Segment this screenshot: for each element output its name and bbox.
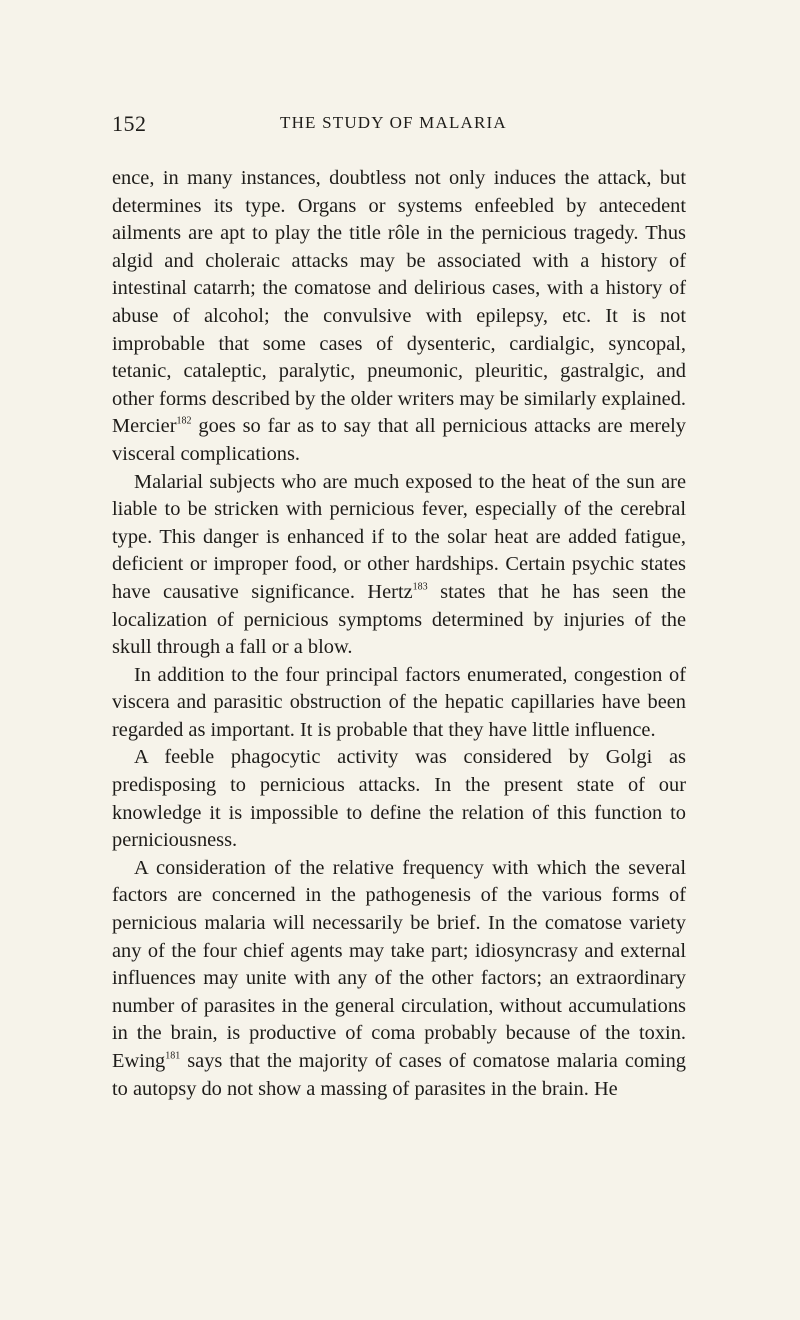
running-title: THE STUDY OF MALARIA bbox=[280, 113, 507, 132]
paragraph-text: goes so far as to say that all pernicious attacks are merely visceral complications. bbox=[112, 415, 686, 465]
paragraph-text: says that the majority of cases of comatose malaria coming to autopsy do not show a massing of parasites in the brain. He bbox=[112, 1050, 686, 1100]
paragraph bbox=[112, 165, 686, 469]
paragraph bbox=[112, 469, 686, 662]
footnote-ref: 181 bbox=[165, 1050, 181, 1062]
paragraph-text: states that he has seen the localization of pernicious symptoms determined by injuries of the skull through a fall or a blow. bbox=[112, 580, 686, 659]
footnote-ref: 182 bbox=[176, 415, 192, 427]
page-header bbox=[112, 111, 712, 141]
paragraph-text: A feeble phagocytic activity was considered by Golgi as predisposing to pernicious attacks. In the present state of our knowledge it is impossible to define the relation of this function to perniciousness. bbox=[112, 746, 686, 852]
paragraph-text: In addition to the four principal factors enumerated, congestion of viscera and parasitic obstruction of the hepatic capillaries have been regarded as important. It is probable that they have little influence. bbox=[112, 663, 686, 741]
paragraph bbox=[112, 855, 686, 1103]
paragraph-text: A consideration of the relative frequency with which the several factors are concerned in the pathogenesis of the various forms of pernicious malaria will necessarily be brief. In the comatose variety any of the four chief agents may take part; idiosyncrasy and external influences may unite with any of the other factors; an extraordinary number of parasites in the general circulation, without accumulations in the brain, is productive of coma probably because of the toxin. Ewing bbox=[112, 856, 686, 1072]
paragraph-text: Malarial subjects who are much exposed to the heat of the sun are liable to be stricken with pernicious fever, especially of the cerebral type. This danger is enhanced if to the solar heat are added fatigue, deficient or improper food, or other hardships. Certain psychic states have causative significance. Hertz bbox=[112, 470, 686, 603]
body-text bbox=[112, 165, 686, 1103]
footnote-ref: 183 bbox=[412, 581, 428, 593]
paragraph bbox=[112, 662, 686, 745]
page-number: 152 bbox=[112, 111, 147, 136]
paragraph bbox=[112, 744, 686, 854]
paragraph-text: ence, in many instances, doubtless not only induces the attack, but determines its type. Organs or systems enfeebled by antecedent ailments are apt to play the title rôle in the pernicious tragedy. Thus algid and choleraic attacks may be associated with a history of intestinal catarrh; the comatose and delirious cases, with a history of abuse of alcohol; the convulsive with epilepsy, etc. It is not improbable that some cases of dysenteric, cardialgic, syncopal, tetanic, cataleptic, paralytic, pneumonic, pleuritic, gastralgic, and other forms described by the older writers may be similarly explained. Mercier bbox=[112, 167, 686, 438]
